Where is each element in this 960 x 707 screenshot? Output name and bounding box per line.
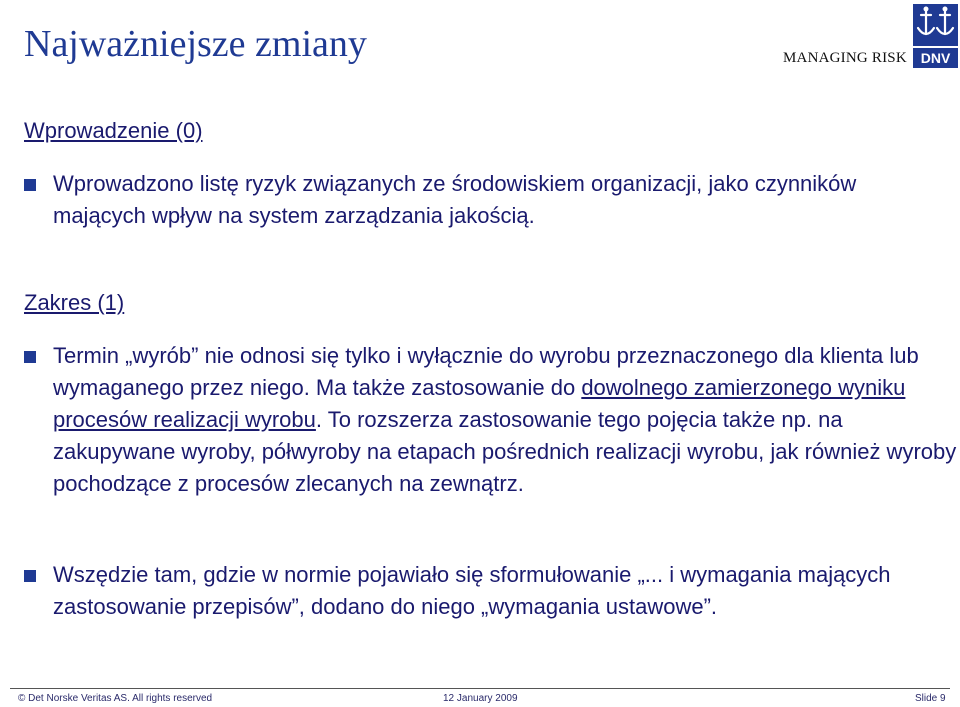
scope-paragraph: [53, 340, 958, 500]
dnv-logo-text: DNV: [920, 50, 951, 66]
regulations-paragraph: Wszędzie tam, gdzie w normie pojawiało się sformułowanie „... i wymagania mających zastosowanie przepisów”, dodano do niego „wymagania ustawowe”.: [53, 562, 891, 619]
footer-slide-number: Slide 9: [915, 693, 946, 704]
managing-risk-tagline: MANAGING RISK: [783, 50, 907, 66]
scope-paragraph-part-b: . To rozszerza zastosowanie tego pojęcia także np. na zakupywane wyroby, półwyroby na etapach pośrednich realizacji wyrobu, jak również wyroby pochodzące z procesów zlecanych na zewnątrz.: [53, 407, 957, 496]
bullet-icon: [24, 179, 36, 191]
section-heading-scope: Zakres (1): [24, 290, 125, 315]
section-heading-introduction: Wprowadzenie (0): [24, 118, 203, 143]
footer-divider: [10, 688, 950, 689]
page-title: Najważniejsze zmiany: [24, 23, 367, 65]
bullet-icon: [24, 351, 36, 363]
scope-paragraph-underlined: dowolnego zamierzonego wyniku procesów realizacji wyrobu: [53, 375, 906, 432]
bullet-icon: [24, 570, 36, 582]
dnv-logo-icon: [913, 4, 958, 68]
introduction-paragraph: Wprowadzono listę ryzyk związanych ze środowiskiem organizacji, jako czynników mających wpływ na system zarządzania jakością.: [53, 171, 857, 228]
scope-paragraph-part-a: Termin „wyrób” nie odnosi się tylko i wyłącznie do wyrobu przeznaczonego dla klienta lub wymaganego przez niego. Ma także zastosowanie do: [53, 343, 919, 400]
footer-copyright: © Det Norske Veritas AS. All rights reserved: [18, 693, 213, 704]
footer-date: 12 January 2009: [443, 693, 518, 704]
